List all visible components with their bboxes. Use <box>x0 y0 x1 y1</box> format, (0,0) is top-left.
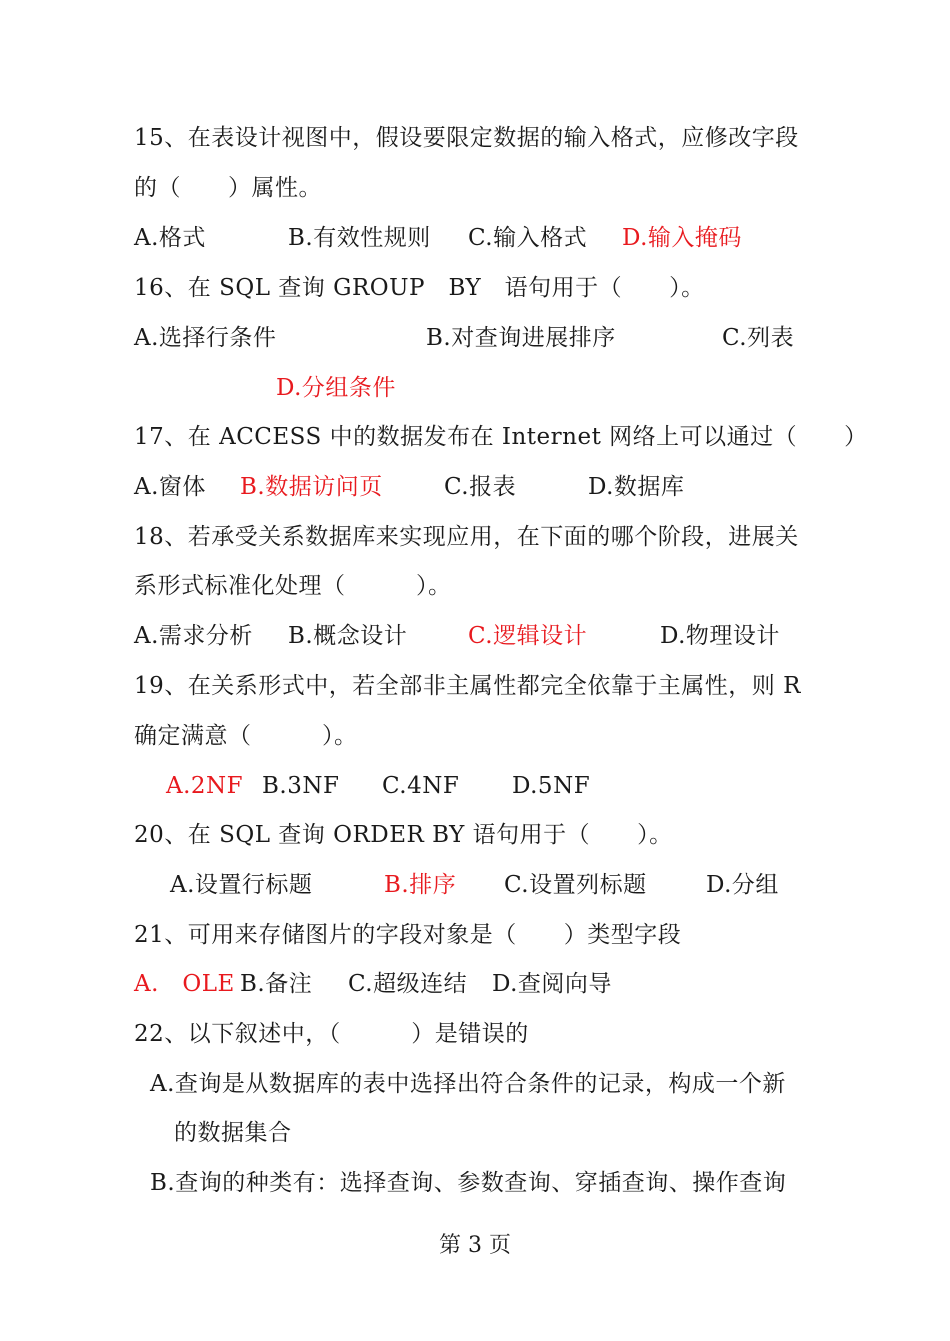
q15-stem-text2: 的（ ）属性。 <box>134 175 322 201</box>
q18-stem-text2: 系形式标准化处理（ ）。 <box>134 573 452 599</box>
q20-stem-line <box>0 815 950 855</box>
q15-stem-text1: 15、在表设计视图中，假设要限定数据的输入格式，应修改字段 <box>134 125 799 151</box>
q21-option-d: D.查阅向导 <box>492 971 612 997</box>
q17-stem-line <box>0 417 950 457</box>
q22-option-a-line2 <box>0 1113 950 1153</box>
q18-option-a: A.需求分析 <box>134 623 253 649</box>
q16-option-a: A.选择行条件 <box>134 325 277 351</box>
q15-option-a: A.格式 <box>134 225 206 251</box>
q17-options <box>0 467 950 507</box>
page-number: 第 3 页 <box>439 1233 511 1258</box>
q22-option-a-line1 <box>0 1064 950 1104</box>
q21-option-b: B.备注 <box>240 971 313 997</box>
q19-stem-text2: 确定满意（ ）。 <box>134 723 358 749</box>
q20-option-b-answer: B.排序 <box>384 872 457 898</box>
q21-option-c: C.超级连结 <box>348 971 468 997</box>
q18-option-c-answer: C.逻辑设计 <box>468 623 588 649</box>
q21-stem-line <box>0 915 950 955</box>
q19-option-d: D.5NF <box>512 773 591 799</box>
q19-option-b: B.3NF <box>262 773 340 799</box>
q20-options <box>0 865 950 905</box>
q19-option-c: C.4NF <box>382 773 460 799</box>
q17-option-a: A.窗体 <box>134 474 206 500</box>
q18-option-b: B.概念设计 <box>288 623 408 649</box>
q16-stem-line <box>0 268 950 308</box>
q20-stem-text: 20、在 SQL 查询 ORDER BY 语句用于（ ）。 <box>134 822 673 848</box>
q19-stem-line2 <box>0 716 950 756</box>
q15-stem-line1 <box>0 118 950 158</box>
q22-stem-text: 22、以下叙述中，（ ）是错误的 <box>134 1021 529 1047</box>
q15-options <box>0 218 950 258</box>
q21-option-a-answer: A. OLE <box>134 971 235 997</box>
q22-stem-line <box>0 1014 950 1054</box>
q15-option-c: C.输入格式 <box>468 225 588 251</box>
q16-options <box>0 318 950 358</box>
q18-option-d: D.物理设计 <box>660 623 780 649</box>
q16-option-c: C.列表 <box>722 325 795 351</box>
q18-options <box>0 616 950 656</box>
q19-options <box>0 766 950 806</box>
q15-option-d-answer: D.输入掩码 <box>622 225 742 251</box>
q18-stem-line1 <box>0 517 950 557</box>
q16-stem-text: 16、在 SQL 查询 GROUP BY 语句用于（ ）。 <box>134 275 705 301</box>
q17-option-b-answer: B.数据访问页 <box>240 474 383 500</box>
q16-option-d-answer: D.分组条件 <box>276 375 396 401</box>
q16-options-row2 <box>0 368 950 408</box>
q20-option-c: C.设置列标题 <box>504 872 647 898</box>
q17-stem-text: 17、在 ACCESS 中的数据发布在 Internet 网络上可以通过（ ） <box>134 424 868 450</box>
q17-option-d: D.数据库 <box>588 474 685 500</box>
q22-option-a-text1: A.查询是从数据库的表中选择出符合条件的记录，构成一个新 <box>150 1071 786 1097</box>
q16-option-b: B.对查询进展排序 <box>426 325 616 351</box>
q22-option-b-text: B.查询的种类有：选择查询、参数查询、穿插查询、操作查询 <box>150 1170 787 1196</box>
q20-option-d: D.分组 <box>706 872 779 898</box>
q18-stem-text1: 18、若承受关系数据库来实现应用，在下面的哪个阶段，进展关 <box>134 524 799 550</box>
q17-option-c: C.报表 <box>444 474 517 500</box>
q18-stem-line2 <box>0 566 950 606</box>
q20-option-a: A.设置行标题 <box>170 872 313 898</box>
q15-option-b: B.有效性规则 <box>288 225 431 251</box>
q22-option-b-line <box>0 1163 950 1203</box>
q21-options <box>0 964 950 1004</box>
q15-stem-line2 <box>0 168 950 208</box>
q19-option-a-answer: A.2NF <box>166 773 244 799</box>
q19-stem-text1: 19、在关系形式中，若全部非主属性都完全依靠于主属性，则 R <box>134 673 801 699</box>
q19-stem-line1 <box>0 666 950 706</box>
q22-option-a-text2: 的数据集合 <box>174 1120 292 1146</box>
q21-stem-text: 21、可用来存储图片的字段对象是（ ）类型字段 <box>134 922 682 948</box>
